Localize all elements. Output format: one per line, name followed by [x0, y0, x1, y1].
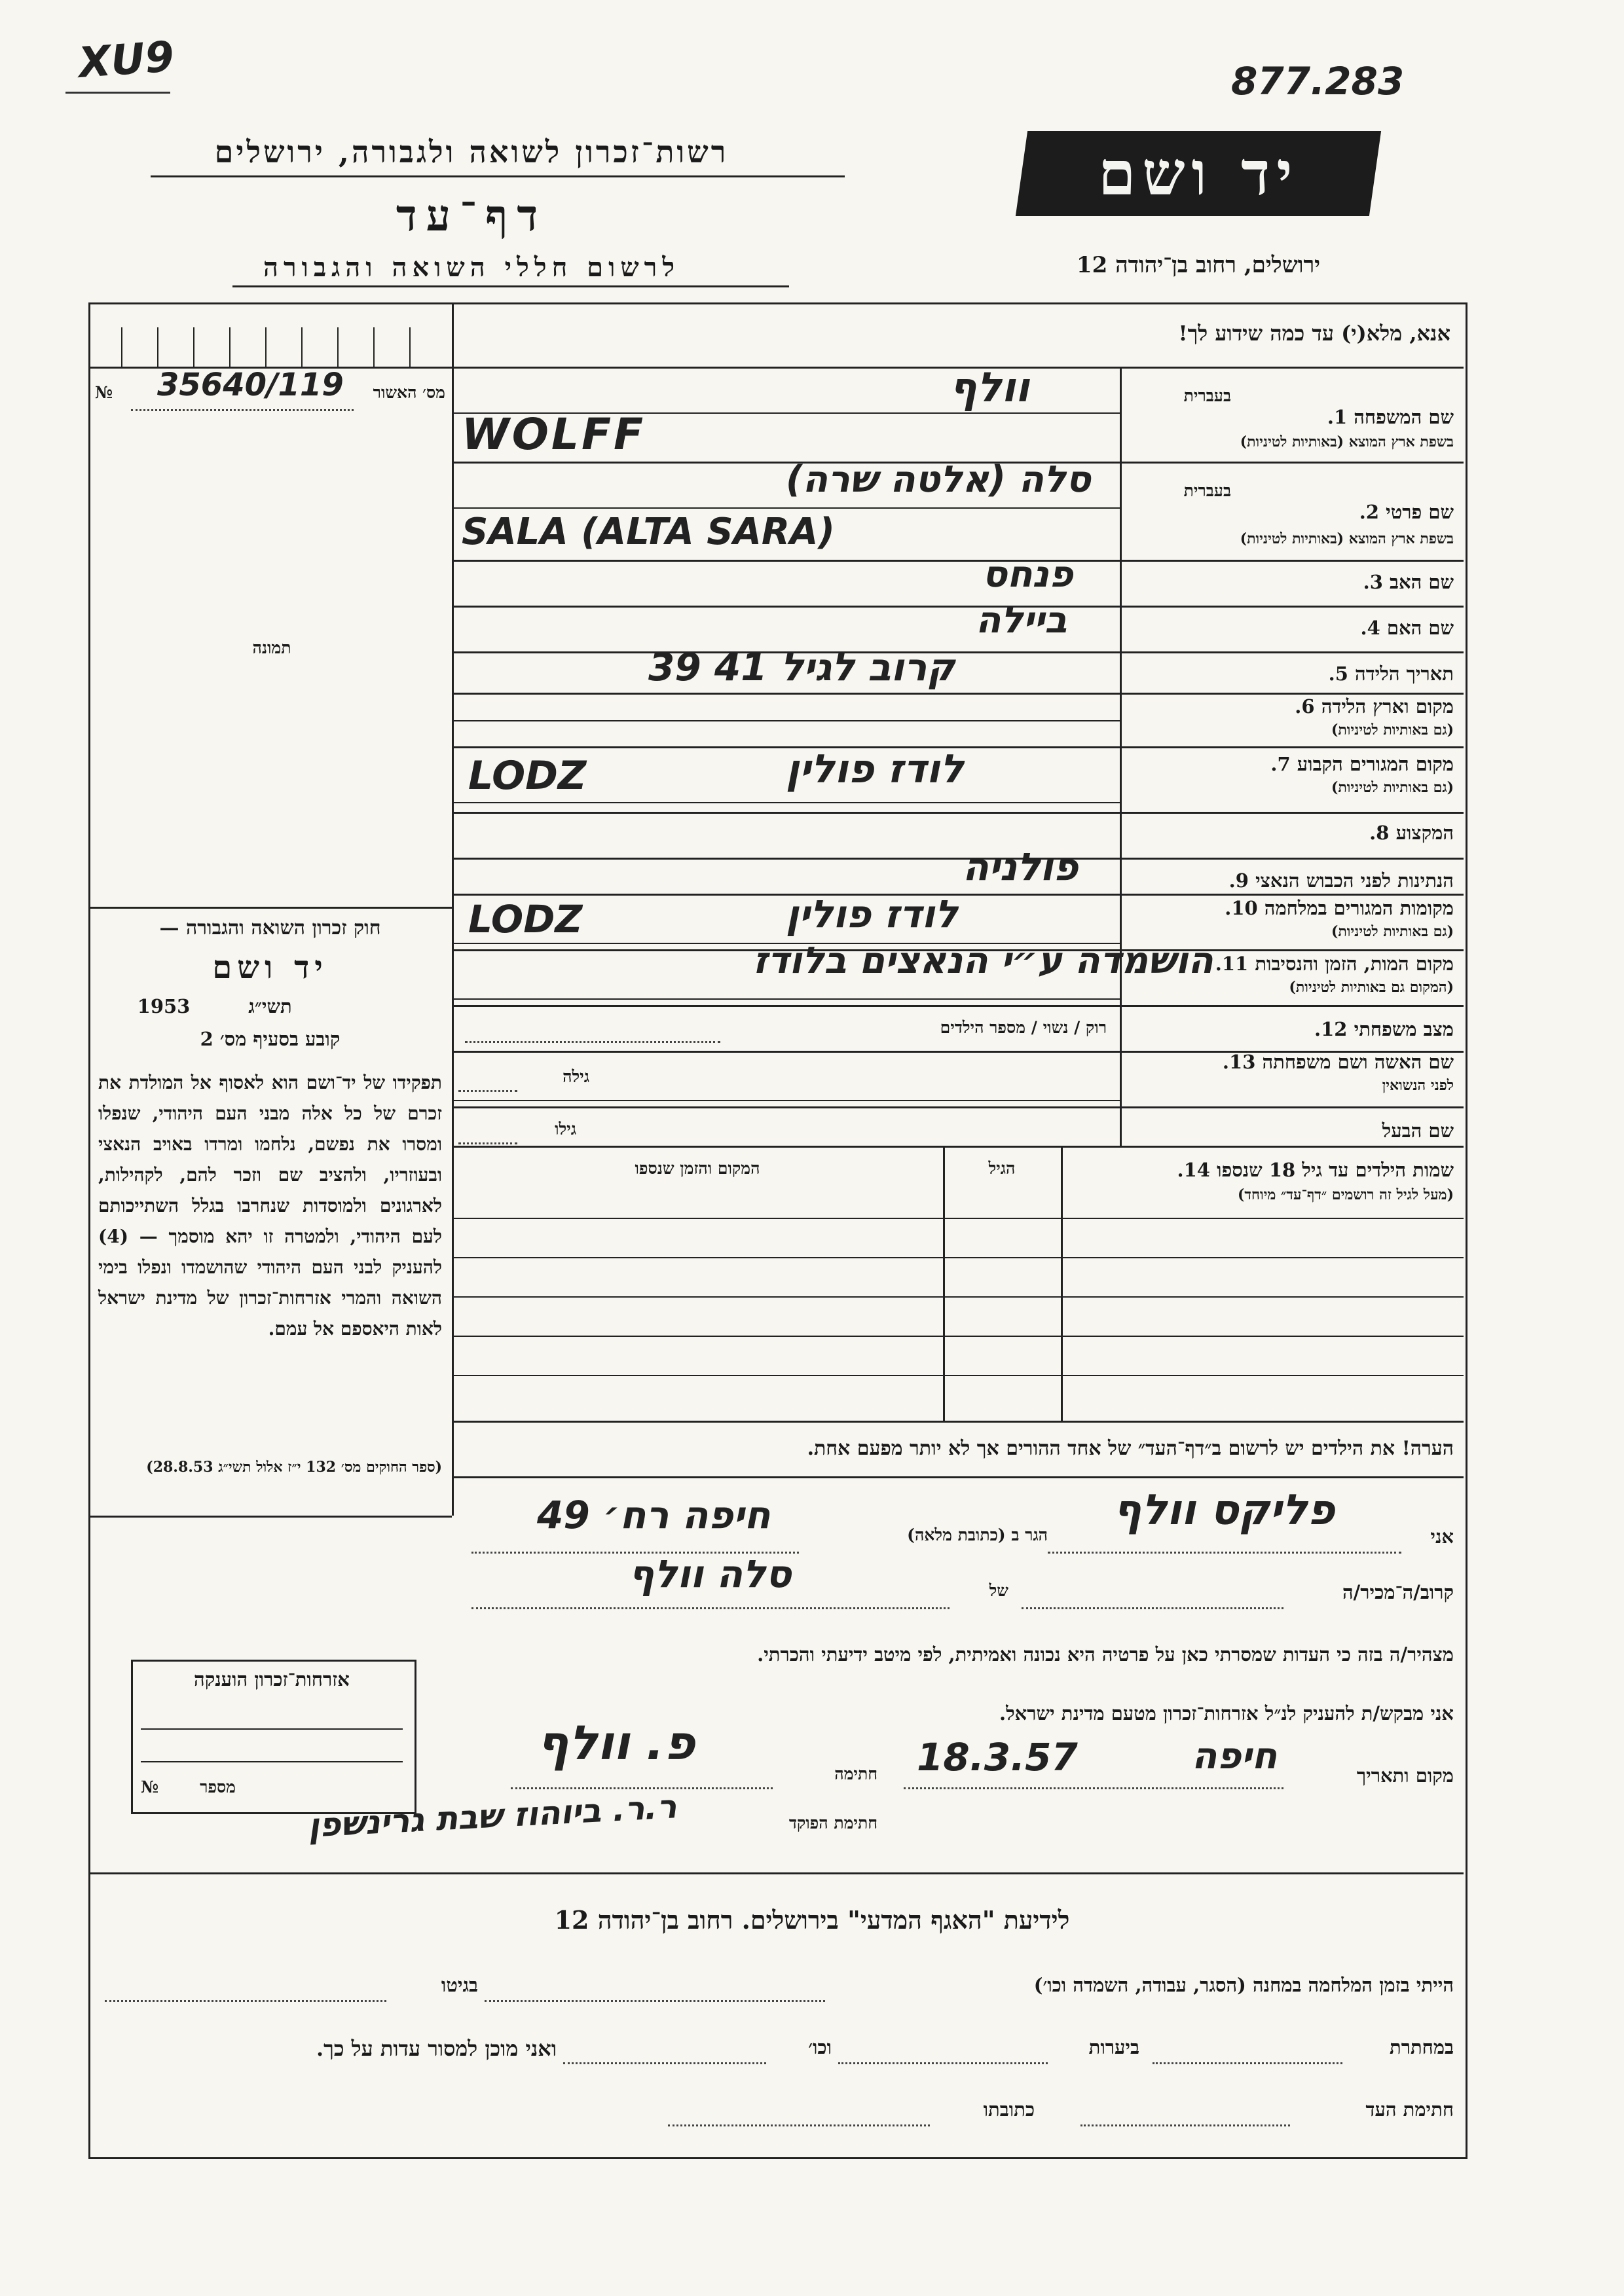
institution-name: רשות־זכרון לשואה ולגבורה, ירושלים: [214, 134, 729, 170]
field-7-value: לודז פולין: [786, 746, 964, 792]
declarant-residing-label: הגר ב (כתובת מלאה): [907, 1525, 1048, 1544]
law-source: (ספר החוקים מס׳ 132 י״ז אלול תשי״ג 28.8.53): [146, 1459, 442, 1476]
declaration-text: מצהיר/ה בזה כי העדות שמסרתי כאן על פרטיה היא נכונה ואמיתית, לפי מיטב ידיעתי והכרתי.: [757, 1643, 1454, 1666]
footer-address-label: כתובתו: [983, 2098, 1035, 2121]
form-subtitle: לרשום חללי השואה והגבורה: [263, 252, 680, 283]
footer-underground-label: במחתרת: [1390, 2036, 1454, 2058]
certificate-no-sign: №: [141, 1777, 159, 1796]
relation-label: קרוב/ה־מכיר/ה: [1342, 1581, 1454, 1603]
approval-label: מס׳ האשור: [373, 383, 445, 402]
field-12-label: מצב משפחתי 12.: [1314, 1018, 1454, 1040]
approval-number: 35640/119: [157, 367, 344, 403]
corner-mark: XU9: [77, 33, 176, 88]
field-2-label: שם פרטי 2.: [1359, 501, 1454, 523]
address: ירושלים, רחוב בן־יהודה 12: [1076, 252, 1321, 278]
corner-underline: [65, 92, 170, 94]
children-heading: שמות הילדים עד גיל 18 שנספו 14.: [1177, 1159, 1454, 1181]
field-5-value: קרוב לגיל 41 39: [648, 645, 955, 689]
footer-willing-text: ואני מוכן למסור עדות על כך.: [316, 2036, 557, 2061]
children-note: הערה! את הילדים יש לרשום ב״דף־העד״ של אחד ההורים אך לא יותר מפעם אחת.: [807, 1437, 1454, 1460]
relation-of: של: [989, 1581, 1008, 1600]
field-11-sub: (המקום גם באותיות לטיניות): [1289, 979, 1454, 996]
field-13-label: שם האשה ושם משפחתה 13.: [1222, 1051, 1454, 1073]
place-value: חיפה: [1192, 1735, 1278, 1777]
place-date-label: מקום ותאריך: [1356, 1764, 1454, 1787]
date-value: 18.3.57: [917, 1735, 1078, 1779]
field-10-sub: (גם באותיות לטיניות): [1331, 923, 1454, 940]
photo-label: תמונה: [252, 638, 291, 657]
certificate-title: אזרחות־זכרון הוענקה: [194, 1668, 350, 1690]
field-7-latin: LODZ: [468, 753, 587, 799]
field-4-label: שם האם 4.: [1360, 617, 1454, 639]
fill-prompt: אנא, מלא(י) עד כמה שידוע לך!: [1178, 321, 1450, 346]
law-name: יד ושם: [212, 949, 328, 986]
field-3-value: פנחס: [982, 553, 1073, 596]
logo-text: יד ושם: [1098, 138, 1299, 209]
children-col-place: המקום והזמן שנספו: [635, 1159, 760, 1178]
field-1-label: שם המשפחה 1.: [1327, 406, 1454, 428]
header-rule: [151, 175, 845, 177]
field-4-value: ביילה: [976, 599, 1067, 642]
signature-label: חתימה: [834, 1764, 877, 1783]
field-1-lang: בעברית: [1183, 386, 1231, 405]
label-col-divider: [1120, 367, 1122, 1146]
field-9-label: הנתינות לפני הכבוש הנאצי 9.: [1228, 869, 1454, 892]
field-2-lang: בעברית: [1183, 481, 1231, 500]
officer-label: חתימת הפוקד: [788, 1813, 877, 1832]
declarant-name: פליקס וולף: [1113, 1486, 1335, 1535]
request-text: אני מבקש/ת להעניק לנ״ל אזרחות־זכרון מטעם מדינת ישראל.: [999, 1702, 1454, 1724]
field-7-sub: (גם באותיות לטיניות): [1331, 779, 1454, 796]
field-11-value: הושמדה ע״י הנאצים בלודז: [753, 939, 1213, 982]
declarant-ani: אני: [1430, 1525, 1454, 1548]
field-9-value: פולניה: [963, 845, 1079, 889]
marital-status-options: רוק / נשוי / מספר הילדים: [940, 1018, 1107, 1037]
field-6-label: מקום וארץ הלידה 6.: [1295, 695, 1454, 718]
field-13-sub: לפני הנשואין: [1382, 1077, 1454, 1094]
archive-number: 877.283: [1231, 59, 1405, 103]
field-1-latin: WOLFF: [462, 409, 646, 460]
field-2-sub: בשפת ארץ המוצא (באותיות לטיניות): [1240, 530, 1454, 547]
field-10-label: מקומות המגורים במלחמה 10.: [1225, 897, 1454, 919]
footer-forests-label: ביערות: [1088, 2036, 1139, 2058]
field-10-latin: LODZ: [468, 897, 583, 941]
officer-signature: ר.ר. ביוהוז שבת גרינשפן: [306, 1787, 678, 1845]
footer-witness-signature-label: חתימת העד: [1365, 2098, 1454, 2121]
law-year: 1953: [137, 995, 191, 1017]
left-col-divider: [452, 304, 454, 1516]
approval-no-sign: №: [95, 383, 113, 402]
field-2-latin: SALA (ALTA SARA): [462, 511, 835, 553]
wife-age-label: גילה: [563, 1067, 589, 1086]
field-5-label: תאריך הלידה 5.: [1328, 663, 1454, 685]
field-6-sub: (גם באותיות לטיניות): [1331, 721, 1454, 738]
husband-age-label: גילו: [555, 1120, 576, 1139]
law-year-heb: תשי״ג: [248, 995, 292, 1017]
footer-title: לידיעת "האגף המדעי" בירושלים. רחוב בן־יהודה 12: [554, 1905, 1070, 1935]
husband-label: שם הבעל: [1382, 1120, 1454, 1142]
field-11-label: מקום המות, הזמן והנסיבות 11.: [1215, 953, 1454, 975]
law-clause: קובע בסעיף מס׳ 2: [200, 1028, 341, 1050]
footer-camp-label: הייתי בזמן המלחמה במחנה (הסגר, עבודה, השמדה וכו׳): [1033, 1974, 1454, 1996]
declarant-address: חיפה רח׳ 49: [537, 1493, 771, 1537]
relation-value: סלה וולף: [629, 1552, 792, 1596]
photo-bottom-rule: [88, 907, 452, 909]
form-title: דף־עד: [396, 190, 547, 241]
field-8-label: המקצוע 8.: [1369, 822, 1454, 844]
certificate-number-label: מספר: [200, 1777, 236, 1796]
footer-ghetto-label: בגיטו: [441, 1974, 478, 1996]
signature-value: פ. וולף: [537, 1715, 695, 1770]
children-heading-sub: (מעל לגיל זה רושמים ״דף־עד״ מיוחד): [1237, 1186, 1454, 1203]
field-7-label: מקום המגורים הקבוע 7.: [1270, 753, 1454, 775]
field-2-hebrew: סלה (אלטה שרה): [786, 458, 1091, 501]
footer-etc-label: וכו׳: [808, 2036, 832, 2058]
subtitle-rule: [232, 285, 789, 287]
field-3-label: שם האב 3.: [1363, 571, 1454, 593]
field-1-hebrew: וולף: [950, 363, 1029, 411]
field-10-value: לודז פולין: [786, 892, 958, 936]
field-1-sub: בשפת ארץ המוצא (באותיות לטיניות): [1240, 433, 1454, 450]
children-col-age: הגיל: [988, 1159, 1016, 1178]
yad-vashem-logo: [1016, 131, 1381, 216]
law-body: תפקידו של יד־ושם הוא לאסוף אל המולדת את זכרם של כל אלה מבני העם היהודי, שנפלו ומסרו את נפשם, נלחמו ומרדו באויב הנאצי ובעוזריו, ולהציב שם וזכר להם, לקהילות, לארגונים ולמוסדות שנחרבו בגלל השתייכותם לעם היהודי, ולמטרה זו יהא מוסמך — (4) להעניק לבני העם היהודי שהושמדו ונפלו בימי השואה והמרי אזרחות־זכרון של מדינת ישראל לאות היאספם אל עמם.: [98, 1072, 442, 1339]
law-title: חוק זכרון השואה והגבורה —: [159, 917, 381, 939]
